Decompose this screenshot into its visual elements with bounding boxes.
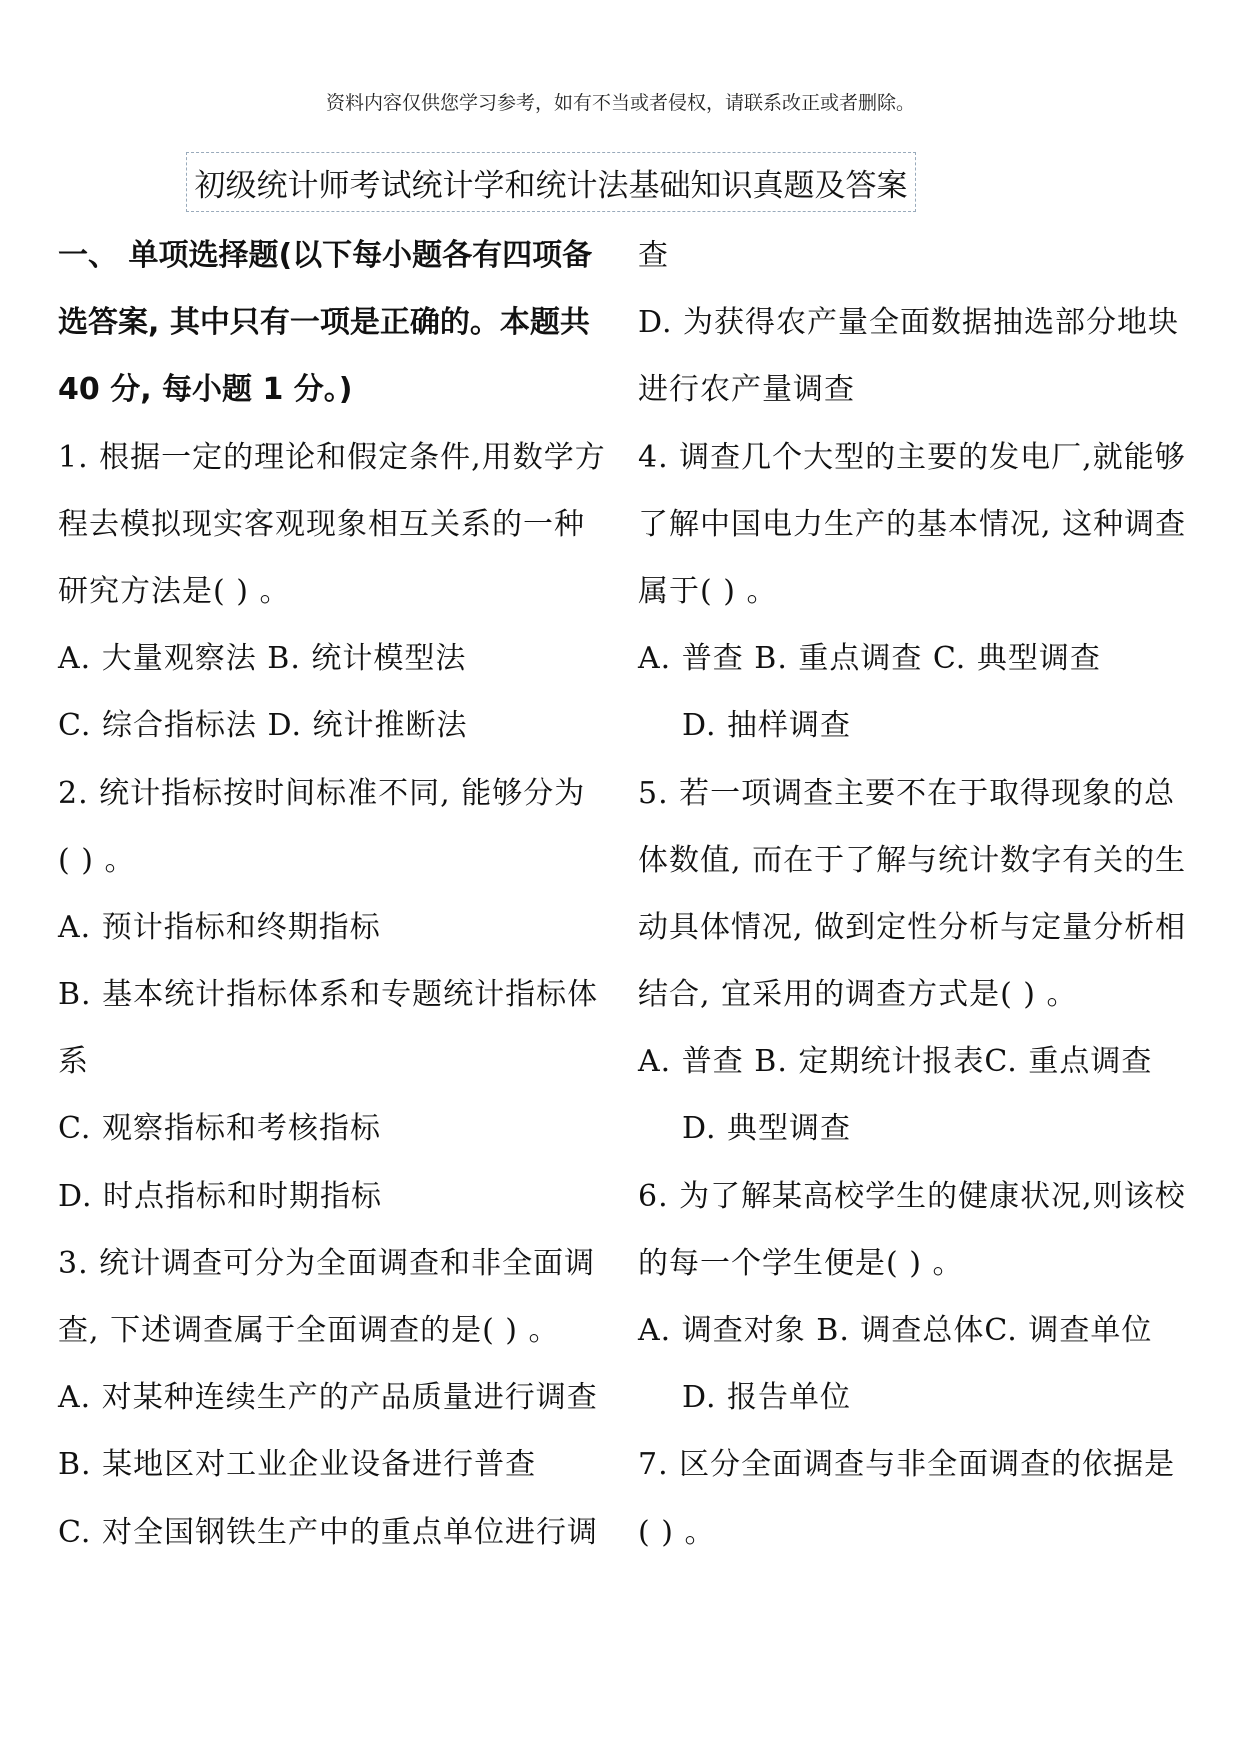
right-column-line: 属于( ) 。 (638, 573, 778, 609)
left-column-line: 系 (58, 1044, 89, 1080)
right-column (638, 222, 1208, 1566)
left-column-line: 3. 统计调查可分为全面调查和非全面调 (58, 1245, 596, 1281)
right-column-line: D. 报告单位 (682, 1380, 852, 1416)
left-column-line: 2. 统计指标按时间标准不同, 能够分为 (58, 775, 586, 811)
left-column (58, 222, 626, 1566)
left-column-line: 40 分, 每小题 1 分。) (58, 372, 353, 408)
right-column-line: A. 普查 B. 重点调查 C. 典型调查 (638, 641, 1101, 677)
left-column-line: C. 对全国钢铁生产中的重点单位进行调 (58, 1514, 598, 1550)
right-column-line: 4. 调查几个大型的主要的发电厂,就能够 (638, 439, 1186, 475)
right-column-line: D. 抽样调查 (682, 708, 852, 744)
right-column-line: 的每一个学生便是( ) 。 (638, 1245, 964, 1281)
left-column-line: ( ) 。 (58, 842, 136, 878)
right-column-line: ( ) 。 (638, 1514, 716, 1550)
right-column-line: 7. 区分全面调查与非全面调查的依据是 (638, 1447, 1176, 1483)
left-column-line: B. 基本统计指标体系和专题统计指标体 (58, 977, 599, 1013)
left-column-line: C. 观察指标和考核指标 (58, 1111, 381, 1147)
right-column-line: A. 普查 B. 定期统计报表C. 重点调查 (638, 1044, 1153, 1080)
left-column-line: 一、 单项选择题(以下每小题各有四项备 (58, 238, 593, 273)
right-column-line: 体数值, 而在于了解与统计数字有关的生 (638, 842, 1187, 878)
left-column-line: C. 综合指标法 D. 统计推断法 (58, 708, 468, 744)
left-column-line: A. 预计指标和终期指标 (58, 909, 381, 945)
left-column-line: D. 时点指标和时期指标 (58, 1178, 383, 1214)
right-column-line: 结合, 宜采用的调查方式是( ) 。 (638, 977, 1078, 1013)
right-column-line: 动具体情况, 做到定性分析与定量分析相 (638, 909, 1187, 945)
right-column-line: 6. 为了解某高校学生的健康状况,则该校 (638, 1178, 1186, 1214)
header-note: 资料内容仅供您学习参考，如有不当或者侵权，请联系改正或者删除。 (325, 92, 915, 114)
left-column-line: 程去模拟现实客观现象相互关系的一种 (58, 506, 585, 542)
right-column-line: D. 典型调查 (682, 1111, 852, 1147)
right-column-line: 5. 若一项调查主要不在于取得现象的总 (638, 775, 1176, 811)
left-column-line: 选答案, 其中只有一项是正确的。本题共 (58, 305, 590, 341)
left-column-line: A. 大量观察法 B. 统计模型法 (58, 641, 467, 677)
right-column-line: A. 调查对象 B. 调查总体C. 调查单位 (638, 1313, 1153, 1348)
left-column-line: 研究方法是( ) 。 (58, 573, 291, 609)
left-column-line: B. 某地区对工业企业设备进行普查 (58, 1447, 537, 1483)
left-column-line: A. 对某种连续生产的产品质量进行调查 (58, 1380, 598, 1416)
page-title: 初级统计师考试统计学和统计法基础知识真题及答案 (194, 168, 908, 204)
right-column-line: D. 为获得农产量全面数据抽选部分地块 (638, 305, 1180, 341)
left-column-line: 查, 下述调查属于全面调查的是( ) 。 (58, 1313, 560, 1348)
left-column-line: 1. 根据一定的理论和假定条件,用数学方 (58, 439, 606, 475)
right-column-line: 查 (638, 238, 669, 273)
right-column-line: 进行农产量调查 (638, 372, 855, 408)
right-column-line: 了解中国电力生产的基本情况, 这种调查 (638, 506, 1187, 542)
